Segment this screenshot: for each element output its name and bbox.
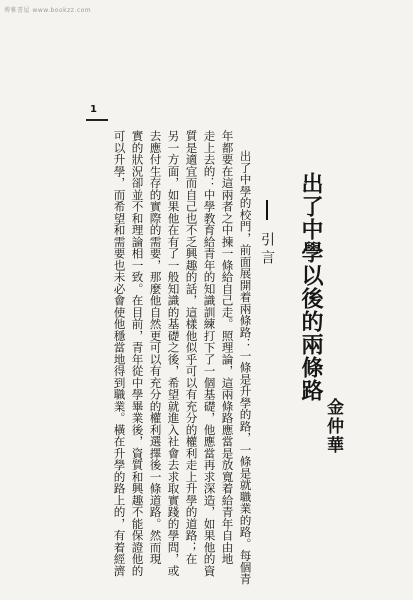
body-column: 實的狀況卻並不和理論相一致。在目前，青年從中學畢業後，資質和興趣不能保證他的: [130, 130, 145, 577]
article-title: 出了中學以後的兩條路: [298, 172, 324, 402]
section-number: [266, 200, 268, 220]
page-number-rule: [86, 119, 108, 121]
section-heading: 引言: [259, 232, 275, 268]
body-column: 另一方面，如果他在有了一般知識的基礎之後，希望就進入社會去求取實踐的學問，或: [166, 130, 181, 577]
page-number: 1: [90, 104, 97, 115]
body-column: 可以升學，而希望和需要也未必會使他穩當地得到職業。橫在升學的路上的，有着經濟: [112, 130, 127, 577]
body-column: 出了中學的校門，前面展開着兩條路：一條是升學的路，一條是就職業的路。每個青: [238, 150, 253, 585]
body-column: 年都要在這兩者之中揀一條給自己走。照理論，這兩條路應當是放寬着給青年自由地: [220, 130, 235, 565]
author-name: 金仲華: [323, 398, 343, 455]
body-column: 質是適宜而自己也不乏興趣的話，這樣他似乎可以有充分的權利走上升學的道路；在: [184, 130, 199, 565]
body-column: 走上去的：中學教育給青年的知識訓練打下了一個基礎，他應當再求深造，如果他的資: [202, 130, 217, 577]
body-column: 去應付生存的實際的需要，那麼他自然更可以有充分的權利選擇後一條道路。然而現: [148, 130, 163, 565]
watermark-stamp: 博雅書屋 www.bookzz.com: [4, 7, 92, 14]
